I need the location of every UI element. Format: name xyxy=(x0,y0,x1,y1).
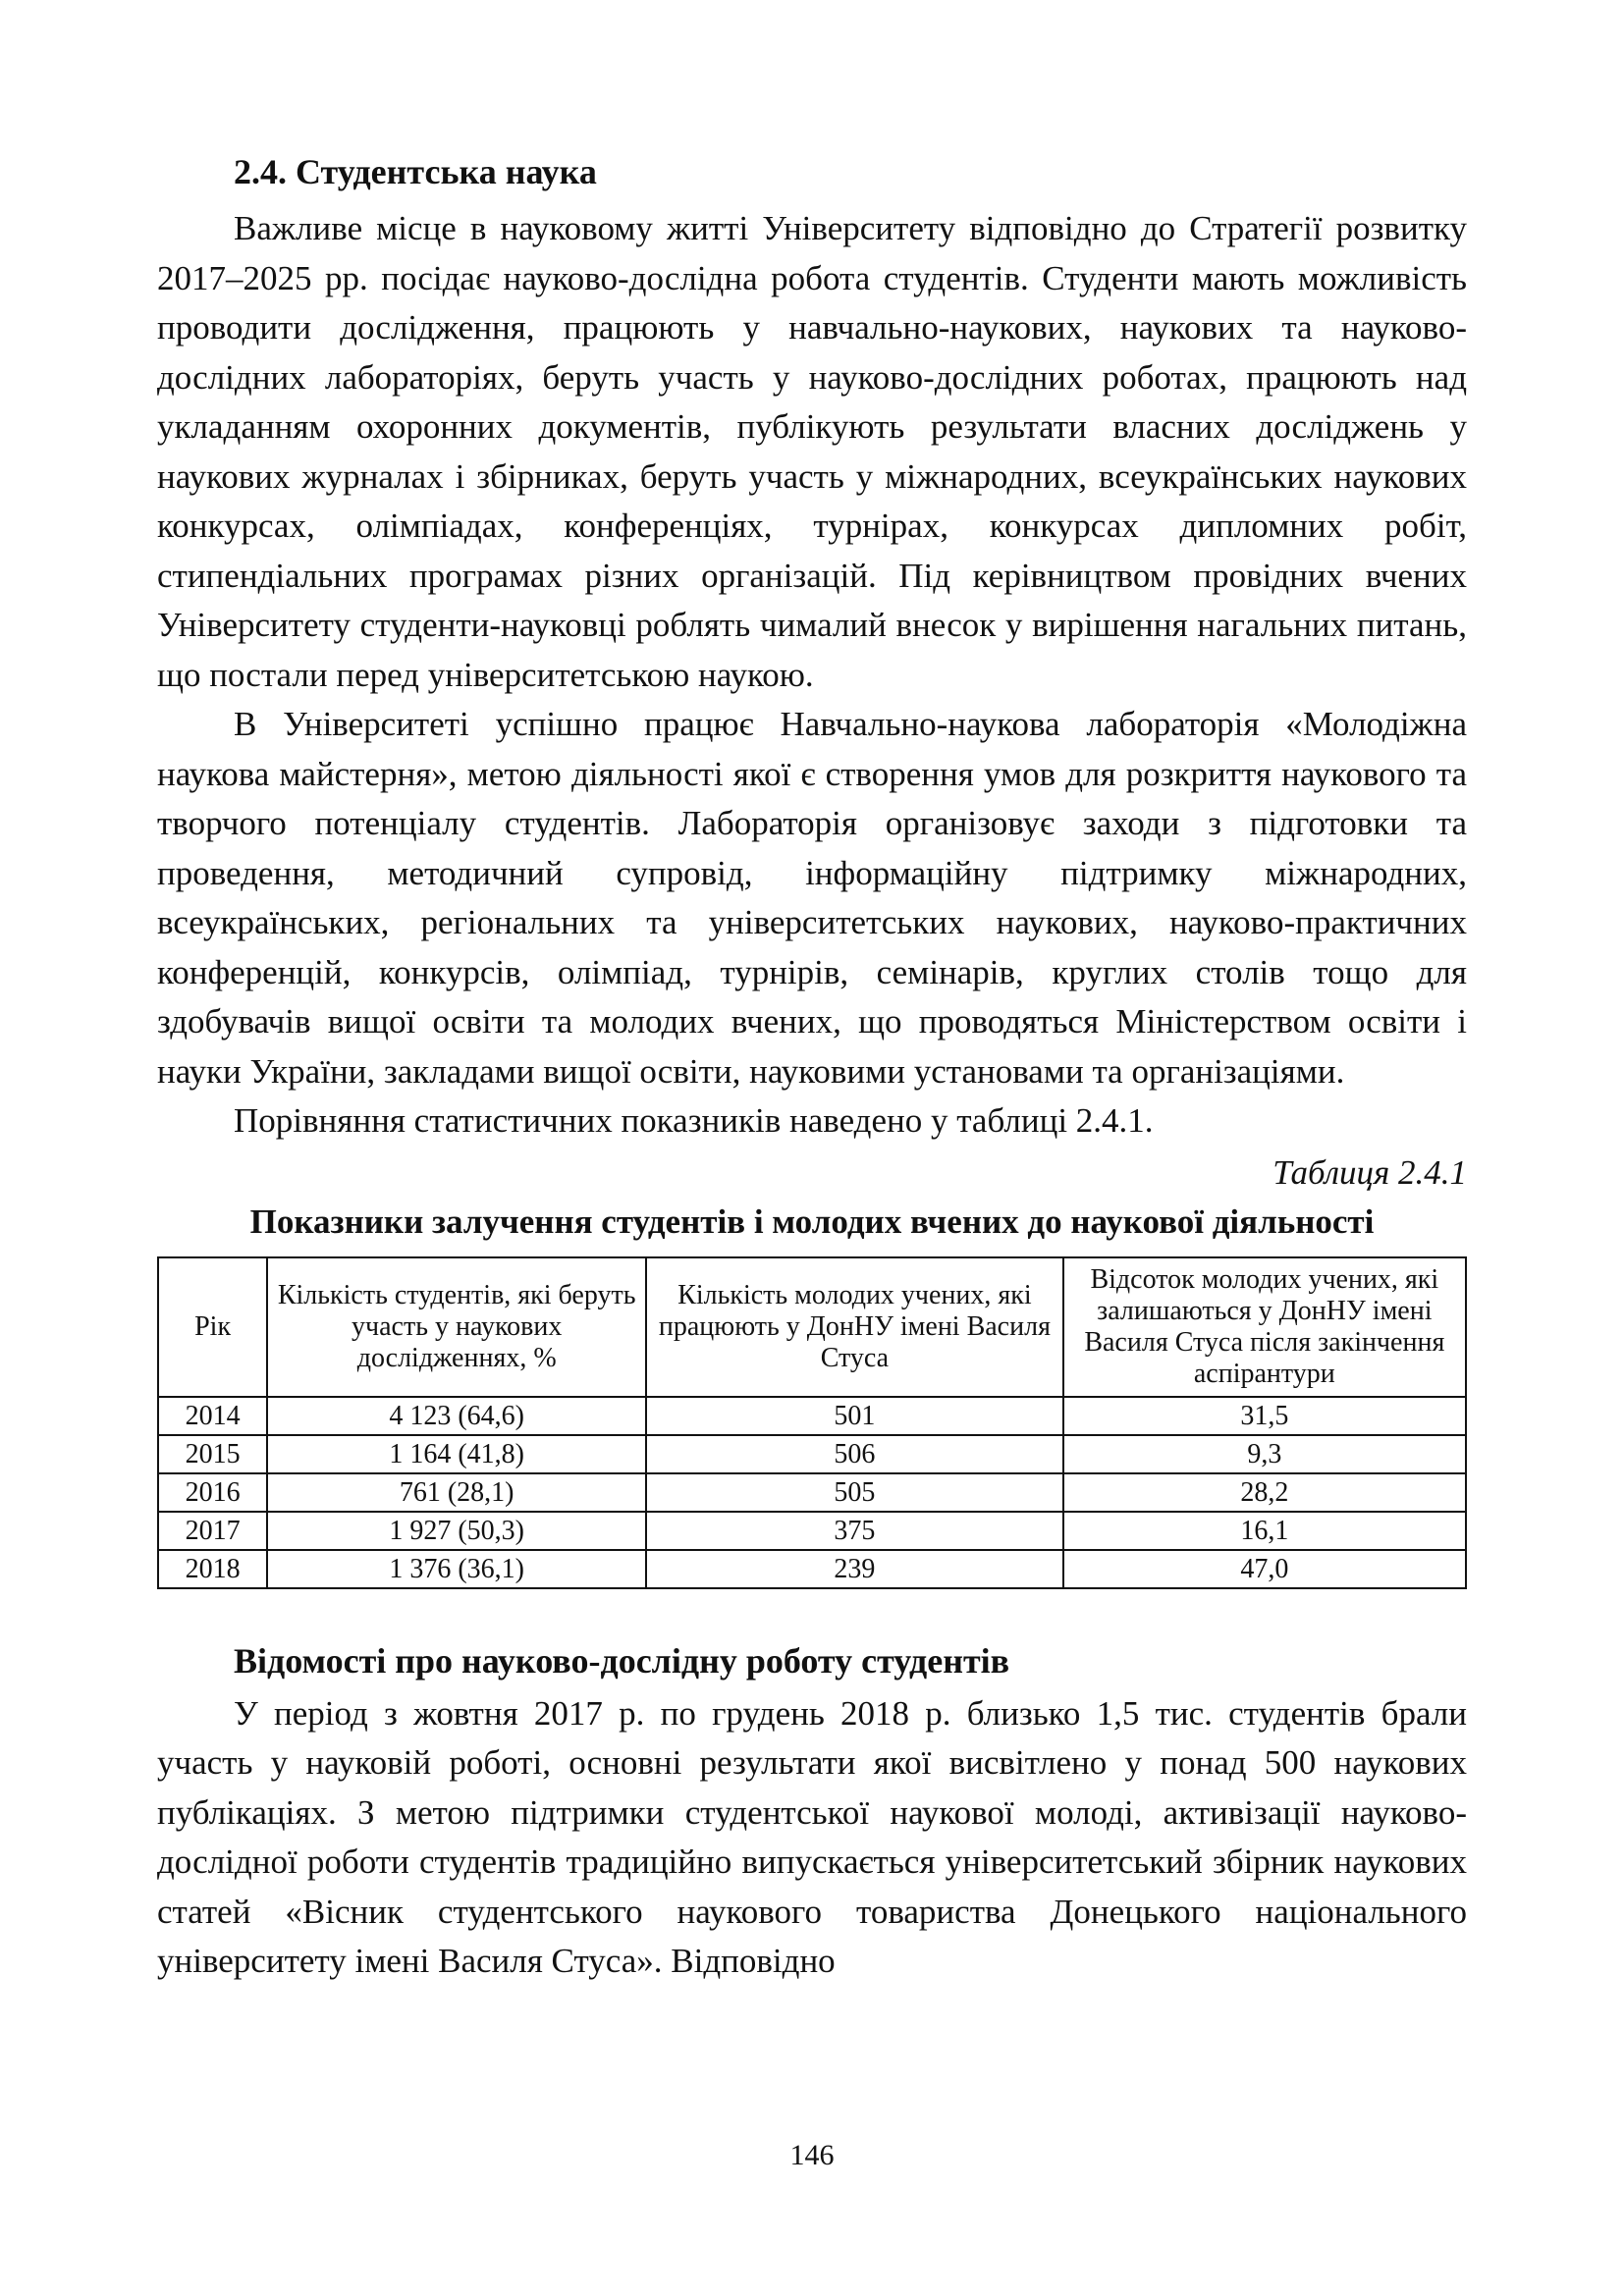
cell-students: 4 123 (64,6) xyxy=(267,1397,646,1435)
cell-percent-remaining: 9,3 xyxy=(1063,1435,1466,1473)
header-students: Кількість студентів, які беруть участь у наукових дослідженнях, % xyxy=(267,1257,646,1397)
cell-percent-remaining: 16,1 xyxy=(1063,1512,1466,1550)
header-year: Рік xyxy=(158,1257,267,1397)
paragraph-2: В Університеті успішно працює Навчально-наукова лабораторія «Молодіжна наукова майстерня», метою діяльності якої є створення умов для розкриття наукового та творчого потенціалу студентів. Лабораторія організовує заходи з підготовки та проведення, методичний супровід, інформаційну підтримку міжнародних, всеукраїнських, регіональних та університетських наукових, науково-практичних конференцій, конкурсів, олімпіад, турнірів, семінарів, круглих столів тощо для здобувачів вищої освіти та молодих вчених, що проводяться Міністерством освіти і науки України, закладами вищої освіти, науковими установами та організаціями. xyxy=(157,705,1467,1091)
cell-students: 1 164 (41,8) xyxy=(267,1435,646,1473)
table-row xyxy=(158,1473,1466,1512)
cell-percent-remaining: 31,5 xyxy=(1063,1397,1466,1435)
cell-young-scientists: 506 xyxy=(646,1435,1062,1473)
cell-young-scientists: 505 xyxy=(646,1473,1062,1512)
paragraph-1: Важливе місце в науковому житті Університету відповідно до Стратегії розвитку 2017–2025 рр. посідає науково-дослідна робота студентів. Студенти мають можливість проводити дослідження, працюють у навчально-наукових, наукових та науково-дослідних лабораторіях, беруть участь у науково-дослідних роботах, працюють над укладанням охоронних документів, публікують результати власних досліджень у наукових журналах і збірниках, беруть участь у міжнародних, всеукраїнських наукових конкурсах, олімпіадах, конференціях, турнірах, конкурсах дипломних робіт, стипендіальних програмах різних організацій. Під керівництвом провідних вчених Університету студенти-науковці роблять чималий внесок у вирішення нагальних питань, що постали перед університетською наукою. xyxy=(157,209,1467,694)
cell-students: 1 376 (36,1) xyxy=(267,1550,646,1588)
cell-young-scientists: 375 xyxy=(646,1512,1062,1550)
cell-percent-remaining: 28,2 xyxy=(1063,1473,1466,1512)
cell-students: 761 (28,1) xyxy=(267,1473,646,1512)
table-row xyxy=(158,1512,1466,1550)
statistics-table xyxy=(157,1256,1467,1589)
cell-year: 2014 xyxy=(158,1397,267,1435)
cell-year: 2016 xyxy=(158,1473,267,1512)
cell-percent-remaining: 47,0 xyxy=(1063,1550,1466,1588)
paragraph-3: Порівняння статистичних показників наведено у таблиці 2.4.1. xyxy=(234,1101,1154,1140)
header-percent-remaining: Відсоток молодих учених, які залишаються у ДонНУ імені Василя Стуса після закінчення аспірантури xyxy=(1063,1257,1466,1397)
table-title: Показники залучення студентів і молодих вчених до наукової діяльності xyxy=(249,1201,1375,1241)
document-page xyxy=(157,147,1467,1987)
table-header-row xyxy=(158,1257,1466,1397)
cell-year: 2017 xyxy=(158,1512,267,1550)
cell-young-scientists: 501 xyxy=(646,1397,1062,1435)
cell-students: 1 927 (50,3) xyxy=(267,1512,646,1550)
section-heading: 2.4. Студентська наука xyxy=(234,152,597,191)
table-reference: Таблиця 2.4.1 xyxy=(1272,1152,1467,1192)
table-row xyxy=(158,1397,1466,1435)
cell-year: 2018 xyxy=(158,1550,267,1588)
table-row xyxy=(158,1550,1466,1588)
research-heading: Відомості про науково-дослідну роботу студентів xyxy=(234,1640,1010,1681)
header-young-scientists: Кількість молодих учених, які працюють у ДонНУ імені Василя Стуса xyxy=(646,1257,1062,1397)
research-paragraph: У період з жовтня 2017 р. по грудень 2018 р. близько 1,5 тис. студентів брали участь у науковій роботі, основні результати якої висвітлено у понад 500 наукових публікаціях. З метою підтримки студентської наукової молоді, активізації науково-дослідної роботи студентів традиційно випускається університетський збірник наукових статей «Вісник студентського наукового товариства Донецького національного університету імені Василя Стуса». Відповідно xyxy=(157,1693,1467,1980)
cell-year: 2015 xyxy=(158,1435,267,1473)
table-row xyxy=(158,1435,1466,1473)
cell-young-scientists: 239 xyxy=(646,1550,1062,1588)
page-number: 146 xyxy=(789,2139,835,2171)
